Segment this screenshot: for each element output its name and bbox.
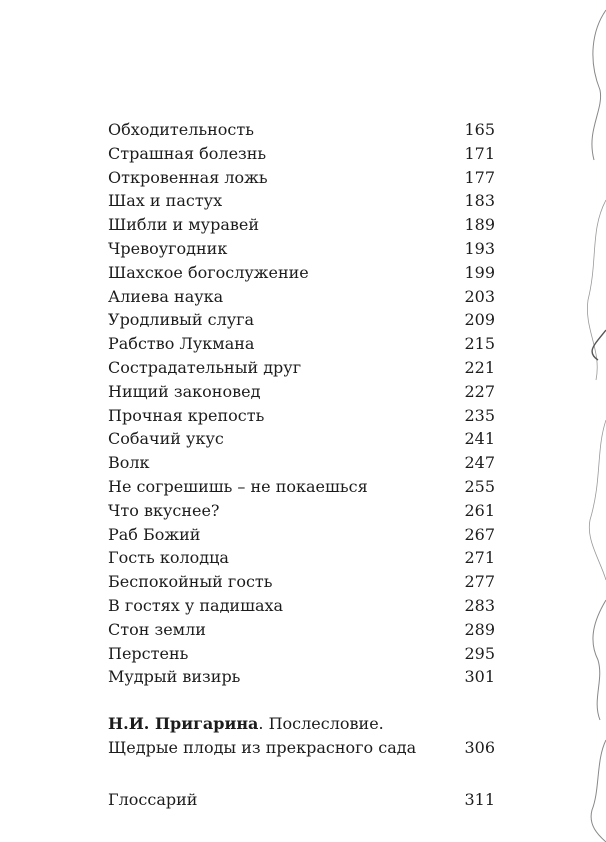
table-of-contents [108,118,495,689]
toc-entry-title: Обходительность [108,120,254,139]
toc-entry-title: Рабство Лукмана [108,334,255,354]
toc-entry [108,166,495,190]
toc-entry-title: Шибли и муравей [108,215,259,235]
toc-entry [108,261,495,285]
toc-entry-title: Что вкуснее? [108,500,220,520]
toc-entry-page: 215 [464,334,495,354]
toc-entry-title: Прочная крепость [108,405,265,425]
afterword-author: Н.И. Пригарина [108,714,259,733]
toc-entry-title: Откровенная ложь [108,167,268,187]
toc-entry-title: Шахское богослужение [108,262,309,282]
toc-entry-page: 235 [464,405,495,425]
toc-entry [108,475,495,499]
toc-entry [108,404,495,428]
toc-entry-title: Мудрый визирь [108,667,241,687]
toc-entry-title: Шах и пастух [108,191,223,211]
toc-entry [108,594,495,618]
toc-entry [108,356,495,380]
toc-entry-title: Раб Божий [108,524,201,544]
toc-entry [108,451,495,475]
toc-entry-page: 165 [464,120,495,139]
afterword-entry [108,712,495,760]
glossary-page: 311 [464,790,495,809]
toc-entry-page: 271 [464,548,495,568]
toc-entry-page: 209 [464,310,495,330]
afterword-label: . Послесловие. [258,714,384,733]
toc-entry-title: Сострадательный друг [108,357,302,377]
toc-entry [108,642,495,666]
toc-entry-page: 241 [464,429,495,449]
toc-entry-page: 301 [464,667,495,687]
toc-entry-page: 289 [464,619,495,639]
toc-entry-title: Собачий укус [108,429,224,449]
glossary-title: Глоссарий [108,790,198,809]
toc-entry-page: 189 [464,215,495,235]
afterword-row [108,736,495,760]
toc-entry [108,618,495,642]
toc-entry-page: 203 [464,286,495,306]
toc-entry [108,332,495,356]
toc-entry-page: 171 [464,143,495,163]
toc-entry-title: Алиева наука [108,286,224,306]
toc-entry-title: Чревоугодник [108,238,228,258]
toc-entry [108,308,495,332]
toc-entry-title: В гостях у падишаха [108,595,284,615]
facing-page-illustration-edge [580,0,606,842]
glossary-entry [108,788,495,812]
toc-entry [108,285,495,309]
toc-entry-title: Перстень [108,643,189,663]
toc-entry-page: 199 [464,262,495,282]
toc-entry [108,237,495,261]
toc-entry-title: Уродливый слуга [108,310,255,330]
toc-entry-page: 193 [464,238,495,258]
toc-entry-page: 221 [464,357,495,377]
toc-entry-page: 277 [464,572,495,592]
toc-entry [108,189,495,213]
toc-entry-page: 283 [464,595,495,615]
toc-entry-title: Гость колодца [108,548,229,568]
toc-entry [108,142,495,166]
toc-entry-title: Страшная болезнь [108,143,267,163]
toc-entry [108,665,495,689]
toc-entry-page: 177 [464,167,495,187]
toc-entry [108,499,495,523]
toc-entry-title: Стон земли [108,619,206,639]
toc-entry [108,213,495,237]
toc-entry-title: Не согрешишь – не покаешься [108,476,368,496]
toc-entry-page: 295 [464,643,495,663]
toc-entry [108,523,495,547]
afterword-title: Щедрые плоды из прекрасного сада [108,738,417,757]
toc-entry-page: 183 [464,191,495,211]
toc-entry-page: 261 [464,500,495,520]
toc-entry [108,570,495,594]
afterword-heading [108,712,495,736]
toc-entry [108,427,495,451]
toc-entry [108,118,495,142]
afterword-page: 306 [464,738,495,757]
toc-entry-page: 247 [464,453,495,473]
toc-entry [108,380,495,404]
toc-entry [108,546,495,570]
toc-entry-page: 255 [464,476,495,496]
toc-entry-page: 267 [464,524,495,544]
toc-entry-title: Волк [108,453,150,473]
toc-entry-title: Беспокойный гость [108,572,273,592]
glossary-row [108,788,495,812]
toc-entry-title: Нищий законовед [108,381,261,401]
toc-entry-page: 227 [464,381,495,401]
